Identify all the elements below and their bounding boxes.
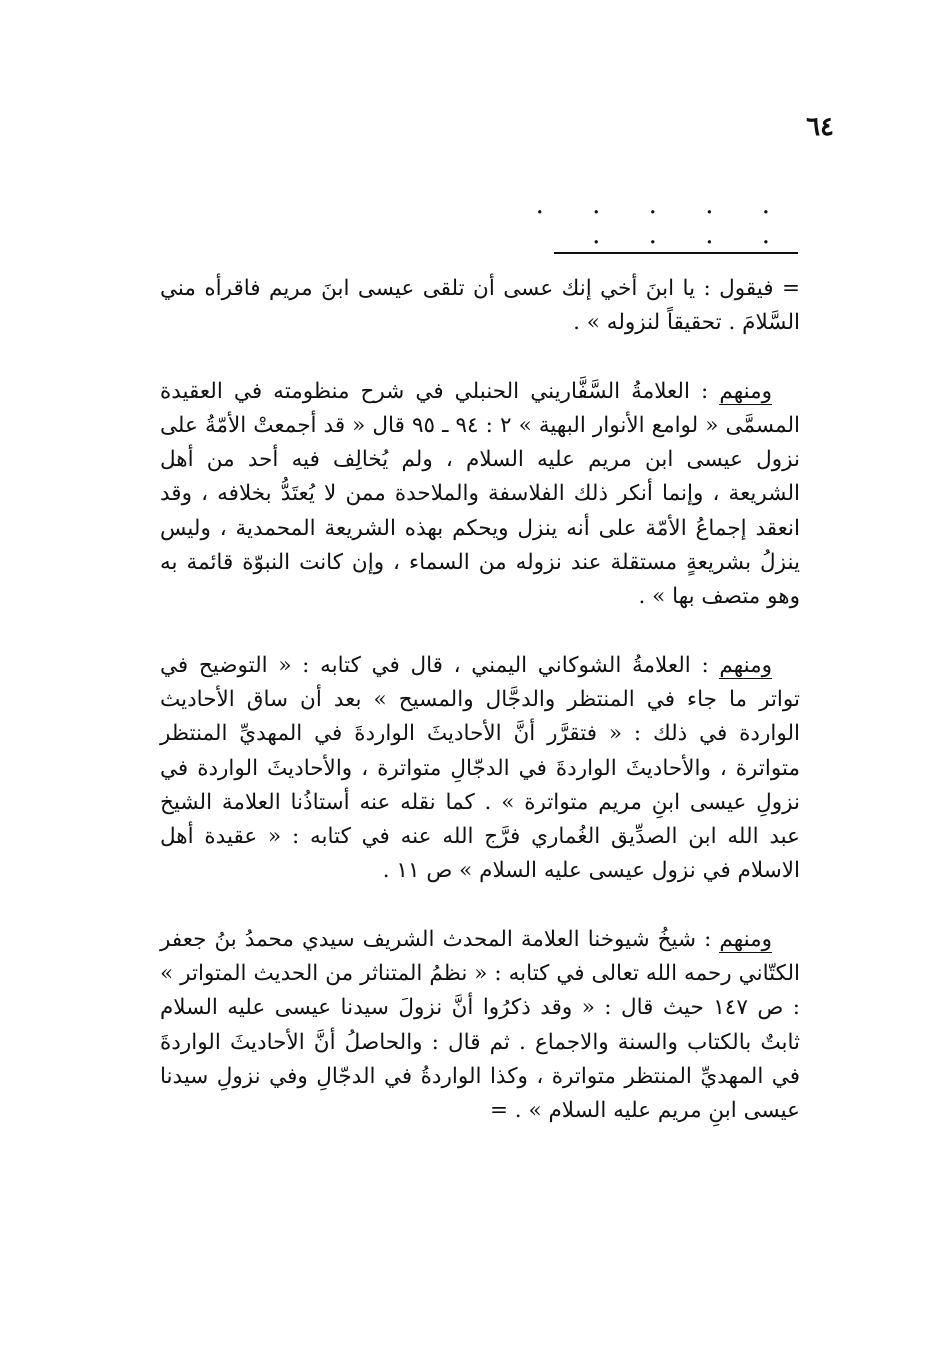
ellipsis-dots: . . . . . . . . . (535, 190, 790, 250)
paragraph-lead-word: ومنهم (719, 652, 772, 678)
footnote-separator-line (554, 252, 798, 254)
paragraph-saffarini (160, 375, 800, 615)
paragraph-continuation (160, 272, 800, 341)
paragraph-text: : شيخُ شيوخنا العلامة المحدث الشريف سيدي محمدُ بنُ جعفر الكتّاني رحمه الله تعالى في كتابه : « نظمُ المتناثر من الحديث المتواتر » : ص ١٤٧ حيث قال : « وقد ذكرُوا أنَّ نزولَ سيدنا عيسى عليه السلام ثابتٌ بالكتاب والسنة والاجماع . ثم قال : والحاصلُ أنَّ الأحاديثَ الواردةَ في المهديِّ المنتظر متواترة ، وكذا الواردةُ في الدجّالِ وفي نزولِ سيدنا عيسى ابنِ مريم عليه السلام » . = (160, 926, 801, 1124)
page-number: ٦٤ (806, 112, 834, 142)
paragraph-text: : العلامةُ السَّفَّاريني الحنبلي في شرح منظومته في العقيدة المسمَّى « لوامع الأنوار البهية » ٢ : ٩٤ ـ ٩٥ قال « قد أجمعتْ الأمّةُ على نزول عيسى ابن مريم عليه السلام ، ولم يُخالِف فيه أحد من أهل الشريعة ، وإنما أنكر ذلك الفلاسفة والملاحدة ممن لا يُعتَدُّ بخلافه ، وقد انعقد إجماعُ الأمّة على أنه ينزل ويحكم بهذه الشريعة المحمدية ، وليس ينزلُ بشريعةٍ مستقلة عند نزوله من السماء ، وإن كانت النبوّة قائمة به وهو متصف بها » . (160, 378, 800, 610)
paragraph-text: : العلامةُ الشوكاني اليمني ، قال في كتابه : « التوضيح في تواتر ما جاء في المنتظر والدجَّال والمسيح » بعد أن ساق الأحاديث الواردة في ذلك : « فتقرَّر أنَّ الأحاديثَ الواردةَ في المهديِّ المنتظر متواترة ، والأحاديثَ الواردةَ في الدجّالِ متواترة ، والأحاديثَ الواردة في نزولِ عيسى ابنِ مريم متواترة » . كما نقله عنه أستاذُنا العلامة الشيخ عبد الله ابن الصدِّيق الغُماري فرَّج الله عنه في كتابه : « عقيدة أهل الاسلام في نزول عيسى عليه السلام » ص ١١ . (160, 652, 800, 884)
paragraph-lead-word: ومنهم (719, 926, 772, 952)
paragraph-text: = فيقول : يا ابنَ أخي إنك عسى أن تلقى عيسى ابنَ مريم فاقرأه مني السَّلامَ . تحقيقاً لنزوله » . (160, 276, 800, 336)
paragraph-kattani (160, 923, 800, 1129)
page-body (160, 272, 800, 1163)
paragraph-lead-word: ومنهم (719, 378, 772, 404)
paragraph-shawkani (160, 649, 800, 889)
